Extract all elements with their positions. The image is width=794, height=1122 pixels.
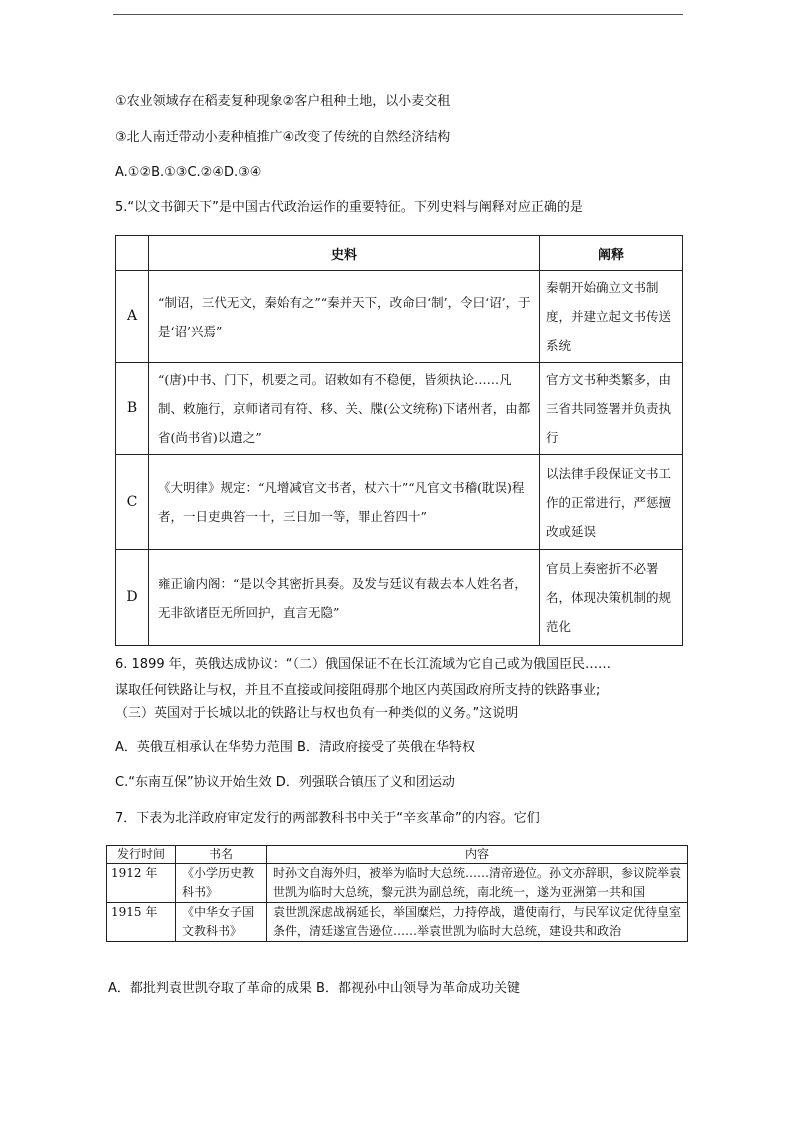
q4-option-line-1: ①农业领域存在稻麦复种现象②客户租种土地，以小麦交租 [115,94,451,109]
q4-option-line-2: ③北人南迁带动小麦种植推广④改变了传统的自然经济结构 [115,130,451,145]
q5-stem: 5.“以文书御天下”是中国古代政治运作的重要特征。下列史料与阐释对应正确的是 [115,200,583,215]
row-source: 《大明律》规定：“凡增减官文书者，杖六十”“凡官文书稽(耽误)程者，一日吏典笞一十，三日加一等，罪止笞四十” [149,455,540,550]
q6-choices-cd: C.“东南互保”协议开始生效 D．列强联合镇压了义和团运动 [115,775,455,790]
q5-header-source: 史料 [149,236,540,271]
q7-header-year: 发行时间 [107,846,176,864]
q5-header-label [116,236,149,271]
row-book: 《小学历史教科书》 [176,864,267,903]
q7-table [106,845,688,942]
q7-table-header [107,846,688,864]
q7-header-content: 内容 [267,846,688,864]
header-rule [113,14,683,15]
row-source: “(唐)中书、门下，机要之司。诏敕如有不稳便，皆须执论……凡制、敕施行，京师诸司有符、移、关、牒(公文统称)下诸州者，由都省(尚书省)以遣之” [149,363,540,455]
row-label: A [116,271,149,363]
row-explain: 以法律手段保证文书工作的正常进行，严惩擅改或延误 [540,455,683,550]
q6-stem-line-3: （三）英国对于长城以北的铁路让与权也负有一种类似的义务。”这说明 [115,706,519,721]
row-explain: 官员上奏密折不必署名，体现决策机制的规范化 [540,550,683,646]
row-explain: 秦朝开始确立文书制度，并建立起文书传送系统 [540,271,683,363]
row-explain: 官方文书种类繁多，由三省共同签署并负责执行 [540,363,683,455]
row-year: 1912 年 [107,864,176,903]
row-label: C [116,455,149,550]
q6-stem-line-2: 谋取任何铁路让与权，并且不直接或间接阻碍那个地区内英国政府所支持的铁路事业; [115,683,601,698]
row-label: B [116,363,149,455]
q5-table-header [116,236,683,271]
table-row [116,363,683,455]
row-year: 1915 年 [107,903,176,942]
q6-choices-ab: A．英俄互相承认在华势力范围 B．清政府接受了英俄在华特权 [115,740,475,755]
table-row [107,903,688,942]
row-source: 雍正谕内阁：“是以令其密折具奏。及发与廷议有裁去本人姓名者，无非欲诸臣无所回护，直言无隐” [149,550,540,646]
row-content: 时孙文自海外归，被举为临时大总统……清帝逊位。孙文亦辞职，参议院举袁世凯为临时大总统，黎元洪为副总统，南北统一，遂为亚洲第一共和国 [267,864,688,903]
q7-stem: 7．下表为北洋政府审定发行的两部教科书中关于“辛亥革命”的内容。它们 [115,811,540,826]
table-row [116,550,683,646]
q7-choices-ab: A．都批判袁世凯夺取了革命的成果 B．都视孙中山领导为革命成功关键 [108,981,520,996]
table-row [107,864,688,903]
row-source: “制诏，三代无文，秦始有之”“秦并天下，改命曰‘制’，令曰‘诏’，于是‘诏’兴焉” [149,271,540,363]
table-row [116,455,683,550]
table-row [116,271,683,363]
row-label: D [116,550,149,646]
q7-header-book: 书名 [176,846,267,864]
q6-stem-line-1: 6. 1899 年，英俄达成协议：“（二）俄国保证不在长江流域为它自己或为俄国臣民…… [115,657,611,672]
q5-header-explain: 阐释 [540,236,683,271]
q4-choices: A.①②B.①③C.②④D.③④ [115,165,262,180]
row-book: 《中华女子国文教科书》 [176,903,267,942]
q5-table [115,235,683,646]
row-content: 袁世凯深虑战祸延长，举国糜烂，力持停战，遣使南行，与民军议定优待皇室条件，清廷遂宣告逊位……举袁世凯为临时大总统，建设共和政治 [267,903,688,942]
